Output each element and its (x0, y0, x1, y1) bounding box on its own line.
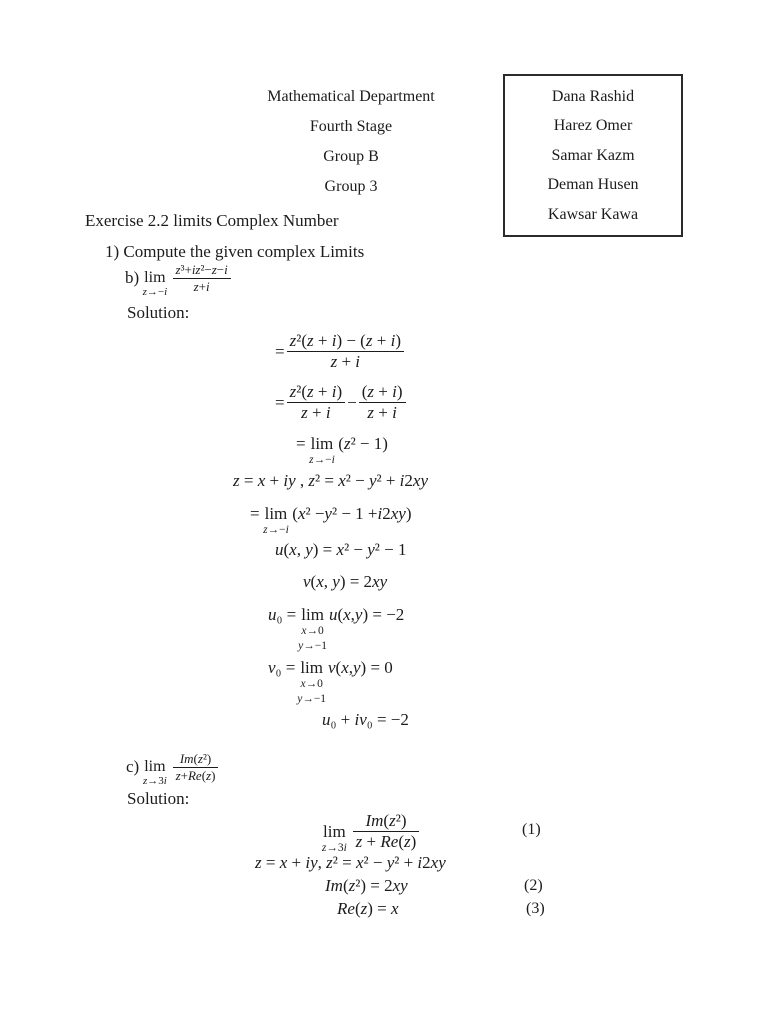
header-line-stage: Fourth Stage (309, 118, 393, 135)
header-line-group-3: Group 3 (324, 178, 378, 195)
equation-re-z: Re(z) = x (337, 899, 399, 918)
part-c-expression: lim z→3i $\frac{\text{Im(z²)}}{z+Re(z)}$ (139, 751, 220, 783)
exercise-title: Exercise 2.2 limits Complex Number (85, 211, 339, 230)
equation-u0-limit: u ₀ = lim x→0 y→−1 u ( x , y ) = −2 (268, 605, 405, 652)
equation-tag-1: (1) (522, 821, 541, 838)
equation-v0-limit: v ₀ = lim x→0 y→−1 v ( x , y ) = 0 (268, 658, 393, 705)
name-item: Samar Kazm (551, 146, 635, 164)
equation-limit-xy: = lim z→−i ( x ² − y ² − 1 + i 2 xy ) (250, 504, 412, 537)
equation-tag-2: (2) (524, 877, 543, 894)
equation-z-definition: z = x + iy , z² = x² − y² + i2xy (233, 471, 428, 490)
solution-b-label: Solution: (127, 303, 190, 322)
equation-limit-z2: = lim z→−i ( z ² − 1) (296, 434, 388, 467)
equation-1-limit: lim z→3i $\frac{\text{Im(z²)}}{z + Re(z)}$ (318, 811, 421, 853)
equation-split: = $\frac{\text{z²(z + i)}}{z + i}$ − $\frac{(z + i)}{z + i}$ (275, 382, 408, 424)
header-line-department: Mathematical Department (267, 88, 435, 105)
name-item: Deman Husen (547, 176, 639, 193)
equation-v-function: v(x, y) = 2xy (303, 572, 388, 591)
equation-u0-plus-iv0: u₀ + iv₀ = −2 (322, 710, 409, 729)
solution-c-label: Solution: (127, 789, 190, 808)
name-item: Dana Rashid (551, 87, 635, 105)
equation-tag-3: (3) (526, 900, 545, 917)
name-item: Harez Omer (553, 117, 633, 134)
part-b-expression: lim z→−i $\frac{\text{z³+iz²−z−i}}{z+i}$ (139, 262, 233, 294)
part-b-statement (125, 262, 233, 299)
names-box (503, 74, 683, 237)
name-item: Kawsar Kawa (547, 205, 639, 223)
equation-u-function: u(x, y) = x² − y² − 1 (275, 540, 407, 559)
compute-item: 1) Compute the given complex Limits (105, 242, 365, 261)
header-line-group-b: Group B (323, 148, 379, 165)
equation-factored: = $\frac{\text{z²(z + i) − (z + i)}}{z + i}$ (275, 331, 406, 373)
part-b-label: b) (125, 268, 140, 288)
part-c-statement (126, 751, 220, 788)
equation-z-definition-2: z = x + iy, z² = x² − y² + i2xy (255, 853, 446, 872)
equation-im-z2: Im(z²) = 2xy (325, 876, 408, 895)
part-c-label: c) (126, 757, 140, 777)
